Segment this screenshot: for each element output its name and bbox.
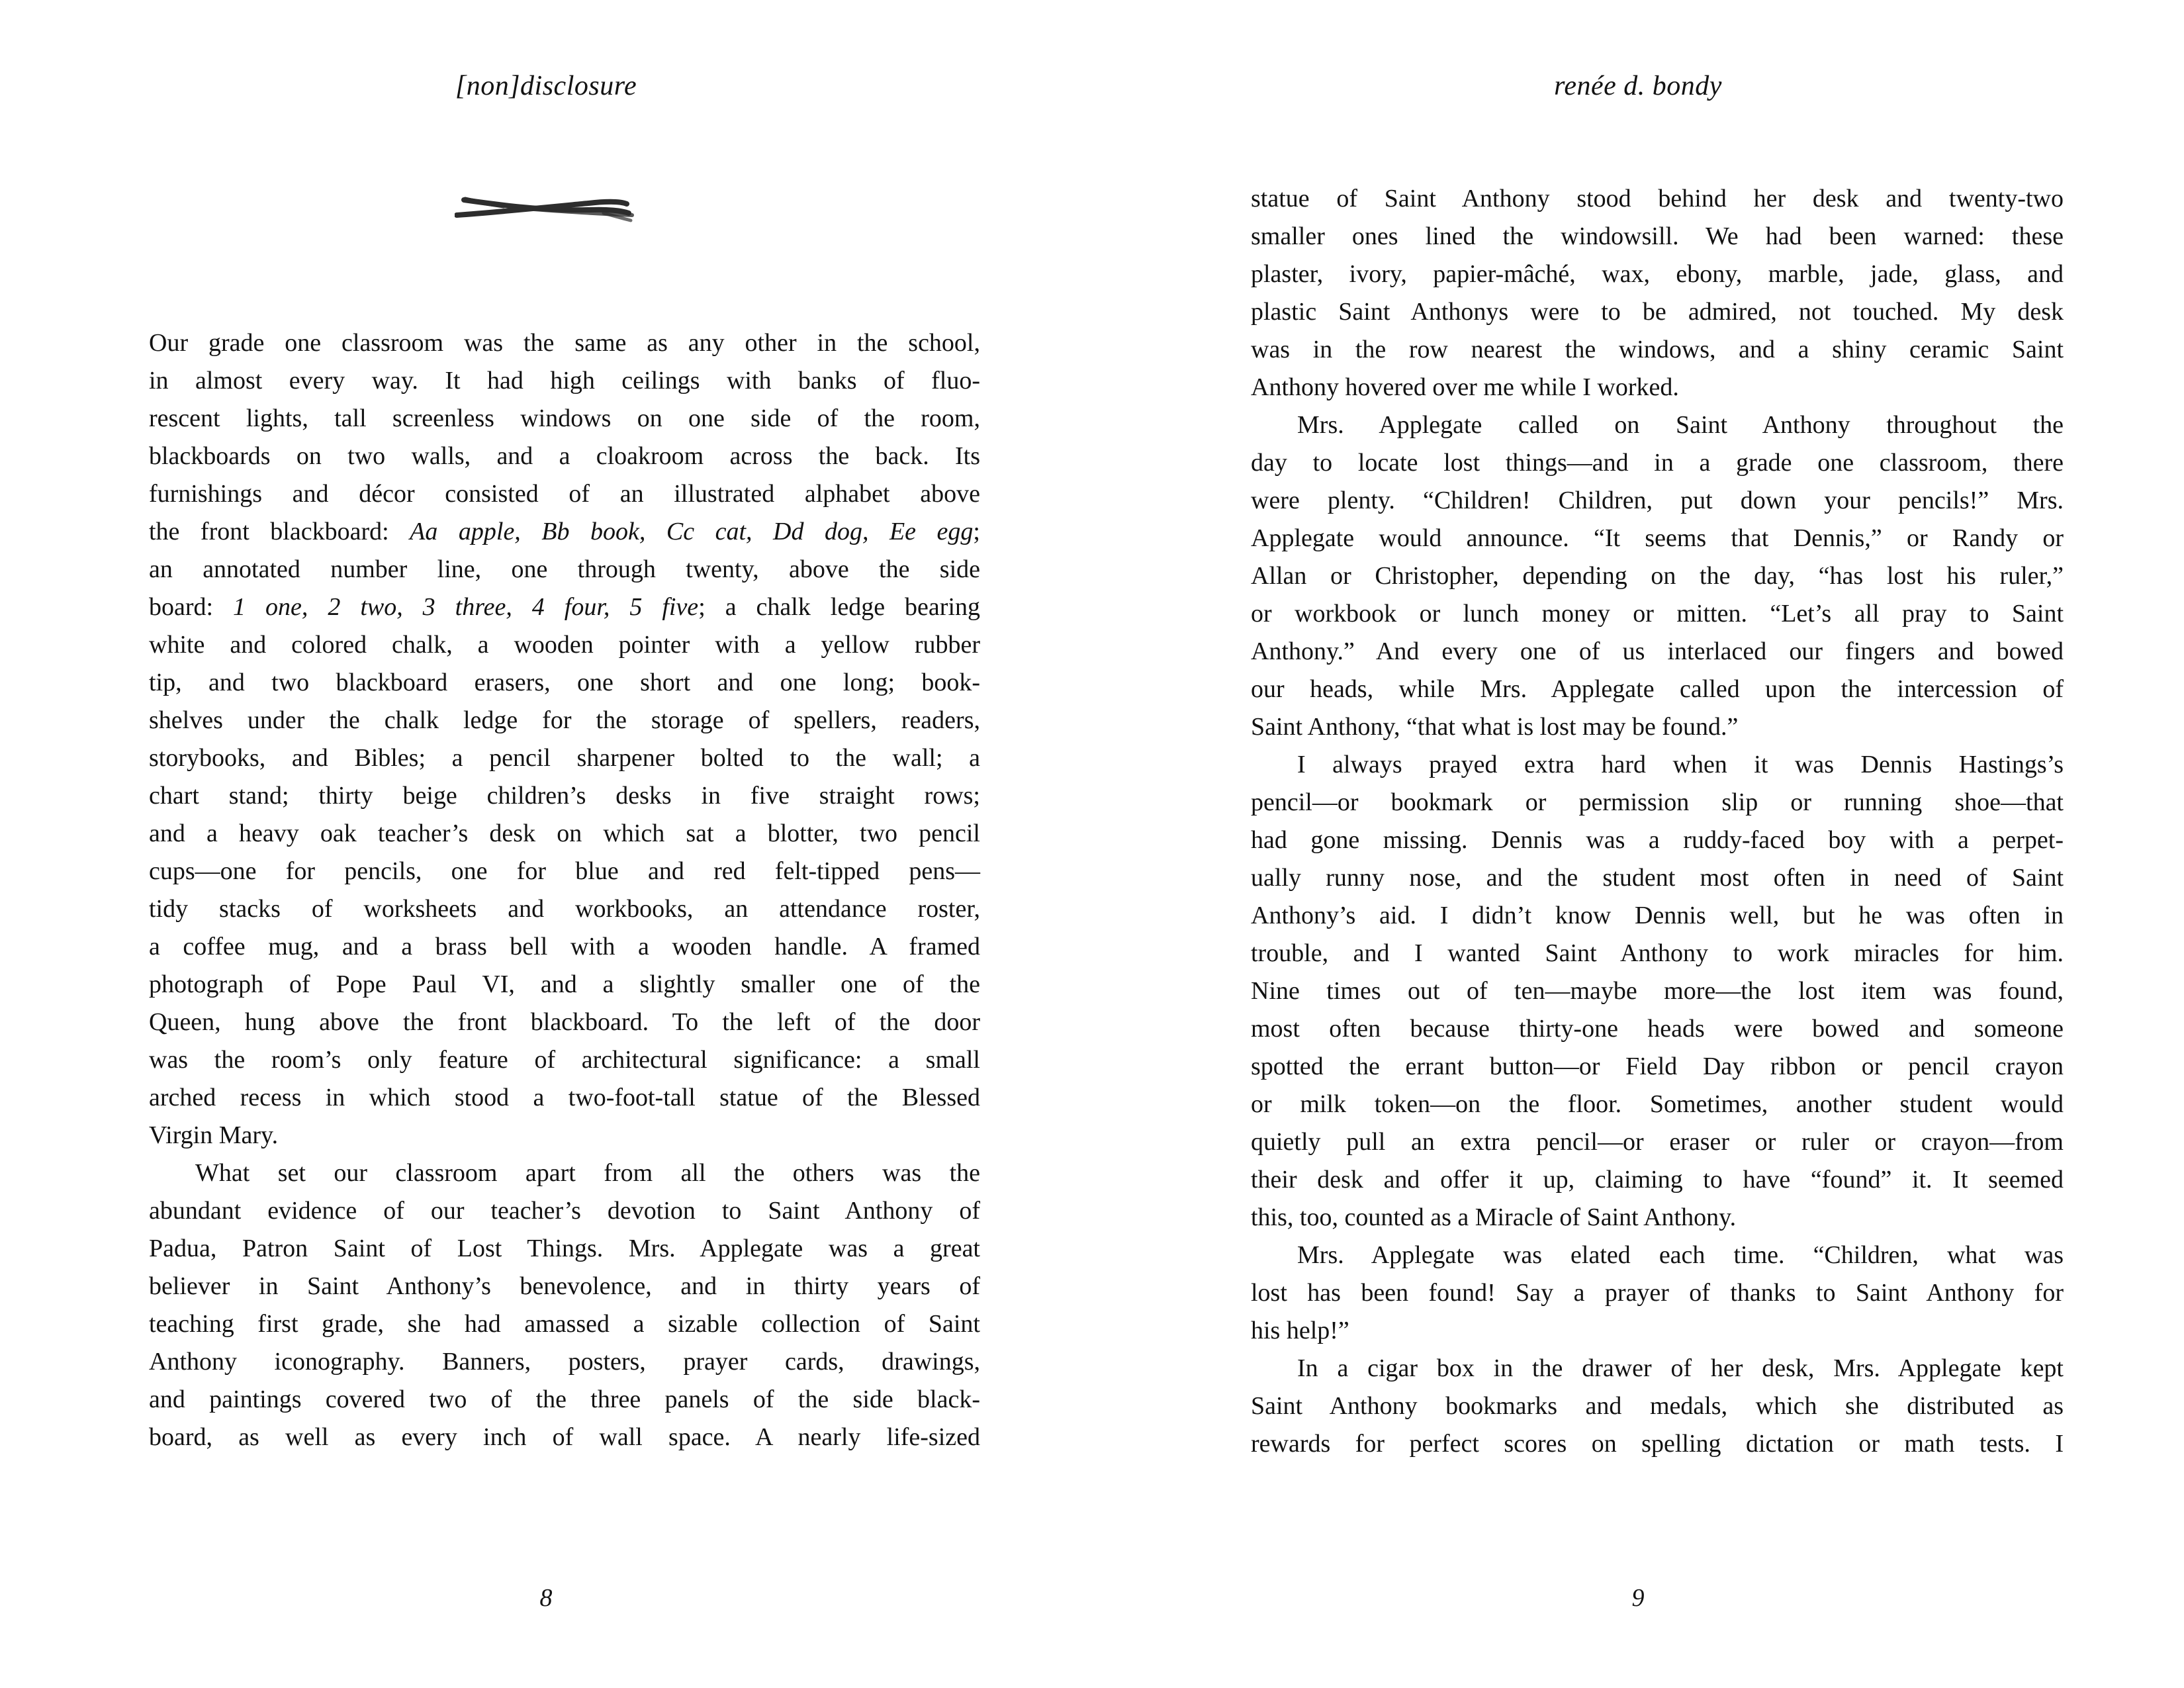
pencil-scribble-icon [455,193,637,228]
text-line: lost has been found! Say a prayer of thanks to Saint Anthony for [1251,1279,2064,1307]
text-line: an annotated number line, one through twenty, above the side [149,555,980,583]
left-page-text-block [149,324,980,1456]
text-line: most often because thirty-one heads were bowed and someone [1251,1015,2064,1043]
text-line: or milk token—on the floor. Sometimes, another student would [1251,1090,2064,1118]
text-line: a coffee mug, and a brass bell with a wooden handle. A framed [149,933,980,961]
right-page-text-block [1251,180,2064,1463]
text-line: Allan or Christopher, depending on the day, “has lost his ruler,” [1251,562,2064,590]
text-line: Anthony.” And every one of us interlaced our fingers and bowed [1251,637,2064,665]
text-line: statue of Saint Anthony stood behind her desk and twenty-two [1251,185,2064,212]
text-line: plastic Saint Anthonys were to be admired, not touched. My desk [1251,298,2064,326]
text-line: pencil—or bookmark or permission slip or running shoe—that [1251,788,2064,816]
text-line: I always prayed extra hard when it was Dennis Hastings’s [1297,751,2064,778]
text-line: smaller ones lined the windowsill. We had been warned: these [1251,222,2064,250]
text-line: plaster, ivory, papier-mâché, wax, ebony, marble, jade, glass, and [1251,260,2064,288]
text-line: storybooks, and Bibles; a pencil sharpener bolted to the wall; a [149,744,980,772]
text-line: Anthony hovered over me while I worked. [1251,373,1679,401]
text-line: spotted the errant button—or Field Day ribbon or pencil crayon [1251,1053,2064,1080]
text-line: ually runny nose, and the student most often in need of Saint [1251,864,2064,892]
text-line: and paintings covered two of the three panels of the side black- [149,1385,980,1413]
running-head-left: [non]disclosure [455,71,637,101]
text-line: his help!” [1251,1317,1349,1344]
text-line: their desk and offer it up, claiming to have “found” it. It seemed [1251,1166,2064,1194]
text-line: Mrs. Applegate called on Saint Anthony throughout the [1297,411,2064,439]
right-page [1092,0,2184,1688]
text-line: the front blackboard: Aa apple, Bb book, Cc cat, Dd dog, Ee egg; [149,518,980,545]
text-line: chart stand; thirty beige children’s desks in five straight rows; [149,782,980,810]
text-line: photograph of Pope Paul VI, and a slightly smaller one of the [149,970,980,998]
text-line: shelves under the chalk ledge for the storage of spellers, readers, [149,706,980,734]
page-number-right: 9 [1631,1584,1645,1612]
text-line: was the room’s only feature of architectural significance: a small [149,1046,980,1074]
text-line: furnishings and décor consisted of an illustrated alphabet above [149,480,980,508]
text-line: board: 1 one, 2 two, 3 three, 4 four, 5 five; a chalk ledge bearing [149,593,981,621]
text-line: In a cigar box in the drawer of her desk, Mrs. Applegate kept [1297,1354,2064,1382]
text-line: was in the row nearest the windows, and a shiny ceramic Saint [1251,336,2064,363]
text-line: cups—one for pencils, one for blue and red felt-tipped pens— [149,857,980,885]
text-line: rescent lights, tall screenless windows on one side of the room, [149,404,980,432]
text-line: trouble, and I wanted Saint Anthony to work miracles for him. [1251,939,2064,967]
running-head-right: renée d. bondy [1554,71,1722,101]
text-line: and a heavy oak teacher’s desk on which sat a blotter, two pencil [149,820,980,847]
text-line: in almost every way. It had high ceilings with banks of fluo- [149,367,980,395]
text-line: white and colored chalk, a wooden pointer with a yellow rubber [149,631,980,659]
text-line: teaching first grade, she had amassed a sizable collection of Saint [149,1310,980,1338]
text-line: had gone missing. Dennis was a ruddy-faced boy with a perpet- [1251,826,2064,854]
text-line: tip, and two blackboard erasers, one short and one long; book- [149,669,980,696]
text-line: arched recess in which stood a two-foot-tall statue of the Blessed [149,1084,980,1111]
text-line: Anthony’s aid. I didn’t know Dennis well, but he was often in [1251,902,2064,929]
text-line: this, too, counted as a Miracle of Saint Anthony. [1251,1203,1737,1231]
text-line: Our grade one classroom was the same as any other in the school, [149,329,980,357]
text-line: rewards for perfect scores on spelling dictation or math tests. I [1251,1430,2064,1458]
text-line: Saint Anthony, “that what is lost may be found.” [1251,713,1739,741]
text-line: board, as well as every inch of wall space. A nearly life-sized [149,1423,980,1451]
text-line: Queen, hung above the front blackboard. To the left of the door [149,1008,980,1036]
text-line: quietly pull an extra pencil—or eraser or ruler or crayon—from [1251,1128,2064,1156]
text-line: Mrs. Applegate was elated each time. “Children, what was [1297,1241,2064,1269]
text-line: abundant evidence of our teacher’s devotion to Saint Anthony of [149,1197,980,1225]
text-line: or workbook or lunch money or mitten. “Let’s all pray to Saint [1251,600,2064,628]
text-line: blackboards on two walls, and a cloakroom across the back. Its [149,442,980,470]
text-line: What set our classroom apart from all the others was the [195,1159,980,1187]
text-line: tidy stacks of worksheets and workbooks, an attendance roster, [149,895,980,923]
text-line: Virgin Mary. [149,1121,279,1149]
text-line: our heads, while Mrs. Applegate called upon the intercession of [1251,675,2064,703]
text-line: Applegate would announce. “It seems that Dennis,” or Randy or [1251,524,2064,552]
page-number-left: 8 [539,1584,553,1612]
text-line: Saint Anthony bookmarks and medals, which she distributed as [1251,1392,2064,1420]
text-line: day to locate lost things—and in a grade one classroom, there [1251,449,2064,477]
text-line: were plenty. “Children! Children, put down your pencils!” Mrs. [1251,487,2064,514]
text-line: Padua, Patron Saint of Lost Things. Mrs. Applegate was a great [149,1235,980,1262]
text-line: Nine times out of ten—maybe more—the lost item was found, [1251,977,2064,1005]
text-line: Anthony iconography. Banners, posters, prayer cards, drawings, [149,1348,980,1376]
text-line: believer in Saint Anthony’s benevolence, and in thirty years of [149,1272,980,1300]
